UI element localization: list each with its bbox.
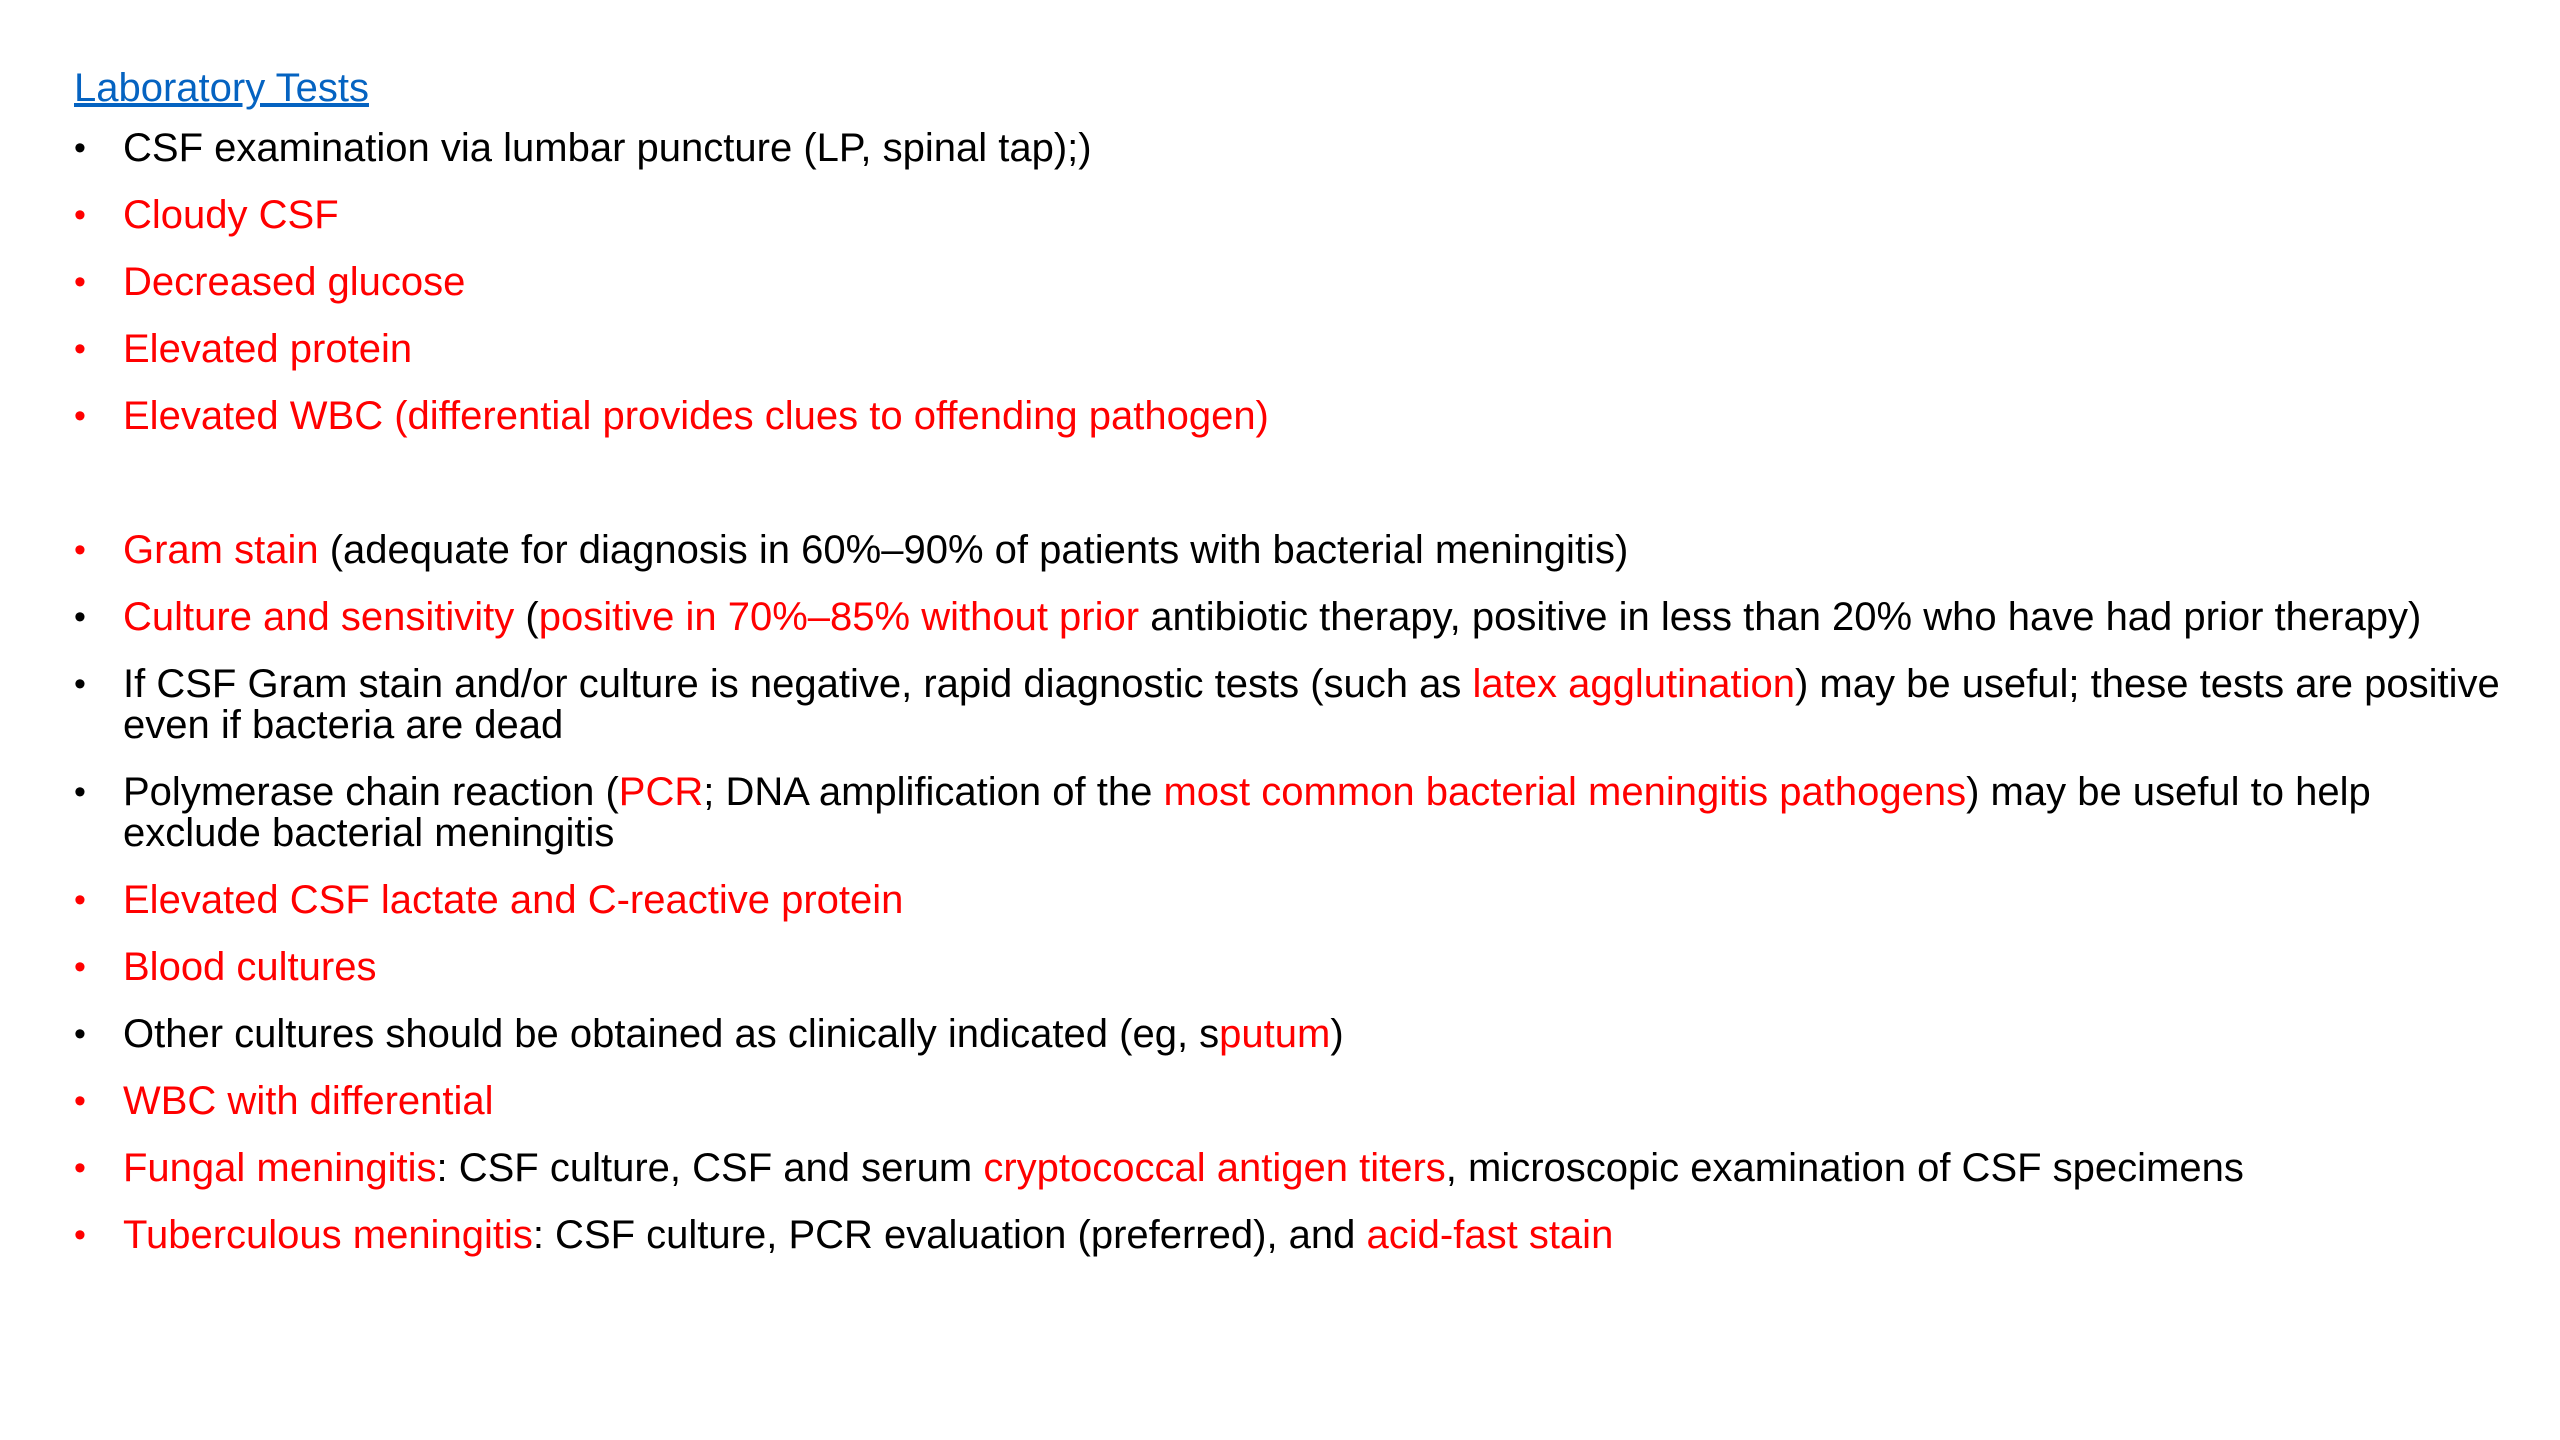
text-segment: If CSF Gram stain and/or culture is negative, rapid diagnostic tests (such as [123,662,1473,706]
bullet-text [123,770,2371,855]
bullet-dot-icon: • [74,1015,86,1053]
bullet-text [123,528,1628,572]
text-segment: ( [514,595,539,639]
bullet-text [123,394,1269,438]
text-segment: Polymerase chain reaction ( [123,770,619,814]
highlighted-text-segment: acid-fast stain [1366,1213,1614,1257]
bullet-dot-icon: • [74,263,86,301]
highlighted-text-segment: Decreased glucose [123,260,466,304]
bullet-item [74,396,2500,437]
bullet-dot-icon: • [74,1149,86,1187]
highlighted-text-segment: Tuberculous meningitis [123,1213,533,1257]
bullet-dot-icon: • [74,1216,86,1254]
bullet-text [123,1213,1613,1257]
bullet-item [74,262,2500,303]
text-segment: (adequate for diagnosis in 60%–90% of patients with bacterial meningitis) [318,528,1629,572]
highlighted-text-segment: Gram stain [123,528,319,572]
bullet-item [74,195,2500,236]
highlighted-text-segment: Elevated protein [123,327,413,371]
highlighted-text-segment: Culture and sensitivity [123,595,515,639]
bullet-text [123,945,376,989]
text-segment: , microscopic examination of CSF specimens [1445,1146,2244,1190]
highlighted-text-segment: positive in 70%–85% without prior [538,595,1140,639]
bullet-text [123,662,2500,747]
highlighted-text-segment: Elevated WBC (differential provides clues to offending pathogen) [123,394,1269,438]
bullet-item [74,1148,2500,1189]
bullet-text [123,878,903,922]
bullet-item [74,880,2500,921]
bullet-item [74,530,2500,571]
highlighted-text-segment: Fungal meningitis [123,1146,437,1190]
text-segment: CSF examination via lumbar puncture (LP, spinal tap);) [123,126,1092,170]
bullet-item [74,329,2500,370]
bullet-item [74,664,2500,746]
highlighted-text-segment: cryptococcal antigen titers [983,1146,1446,1190]
bullet-item [74,597,2500,638]
bullet-text [123,1079,494,1123]
bullet-item [74,1014,2500,1055]
bullet-list [74,128,2500,1256]
highlighted-text-segment: most common bacterial meningitis pathogens [1163,770,1967,814]
text-segment: antibiotic therapy, positive in less than 20% who have had prior therapy) [1139,595,2422,639]
highlighted-text-segment: Blood cultures [123,945,377,989]
bullet-item [74,1081,2500,1122]
bullet-dot-icon: • [74,665,86,703]
text-segment: ) [1330,1012,1344,1056]
bullet-text [123,1146,2244,1190]
bullet-dot-icon: • [74,948,86,986]
bullet-text [123,193,339,237]
bullet-item [74,947,2500,988]
bullet-dot-icon: • [74,1082,86,1120]
bullet-dot-icon: • [74,330,86,368]
text-segment: : CSF culture, PCR evaluation (preferred), and [532,1213,1367,1257]
bullet-dot-icon: • [74,129,86,167]
text-segment: Other cultures should be obtained as clinically indicated (eg, s [123,1012,1220,1056]
highlighted-text-segment: Elevated CSF lactate and C-reactive protein [123,878,904,922]
text-segment: ) may be useful to help exclude bacterial meningitis [123,770,2371,855]
text-segment: ; DNA amplification of the [703,770,1164,814]
bullet-item [74,772,2500,854]
bullet-item [74,128,2500,169]
bullet-dot-icon: • [74,773,86,811]
text-segment: : CSF culture, CSF and serum [436,1146,984,1190]
bullet-dot-icon: • [74,397,86,435]
highlighted-text-segment: PCR [618,770,704,814]
bullet-text [123,1012,1344,1056]
bullet-text [123,595,2421,639]
bullet-text [123,126,1092,170]
bullet-dot-icon: • [74,531,86,569]
highlighted-text-segment: Cloudy CSF [123,193,339,237]
bullet-dot-icon: • [74,881,86,919]
bullet-item [74,1215,2500,1256]
slide-title[interactable]: Laboratory Tests [74,66,369,110]
text-segment: ) may be useful; these tests are positive even if bacteria are dead [123,662,2500,747]
highlighted-text-segment: latex agglutination [1472,662,1795,706]
bullet-dot-icon: • [74,598,86,636]
bullet-dot-icon: • [74,196,86,234]
bullet-text [123,327,412,371]
bullet-text [123,260,465,304]
highlighted-text-segment: putum [1219,1012,1331,1056]
highlighted-text-segment: WBC with differential [123,1079,494,1123]
